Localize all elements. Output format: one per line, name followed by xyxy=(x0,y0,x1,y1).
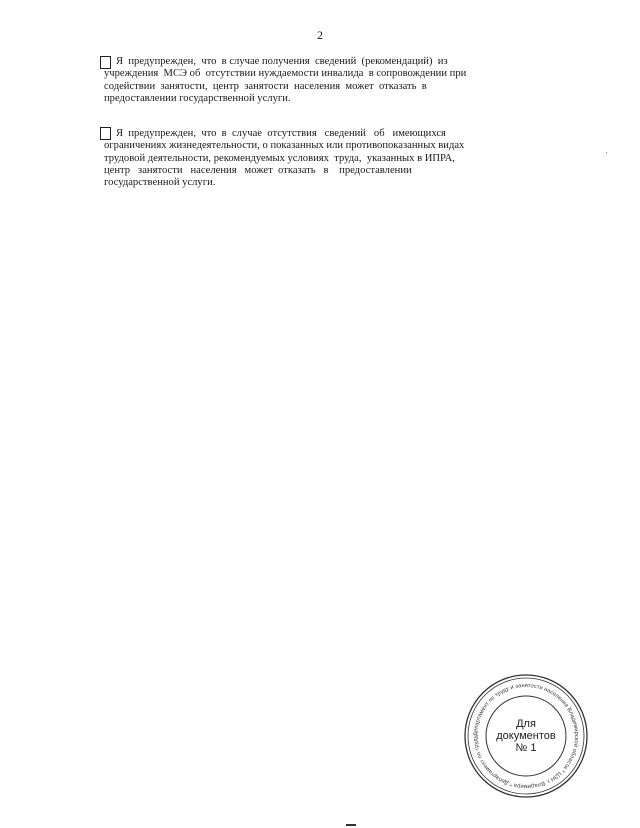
paragraph-warning-2 xyxy=(104,128,516,189)
bottom-scan-mark xyxy=(346,824,356,826)
paragraph-2-line-2: ограничениях жизнедеятельности, о показанных или противопоказанных видах xyxy=(104,140,465,152)
stamp-ring-text: Департамент по труду и занятости населения Владимирской области * ЦЗН г. Владимира * Департамент по труду xyxy=(472,682,580,790)
stamp-center-line-2: документов xyxy=(496,730,556,742)
stamp-center-line-3: № 1 xyxy=(515,742,537,754)
paragraph-2-line-4: центр занятости населения может отказать в предоставлении xyxy=(104,164,412,176)
paragraph-1-line-2: учреждения МСЭ об отсутствии нуждаемости инвалида в сопровождении при xyxy=(104,68,467,80)
stamp-center-line-1: Для xyxy=(516,718,536,730)
paragraph-2-line-3: трудовой деятельности, рекомендуемых условиях труда, указанных в ИПРА, xyxy=(104,152,455,164)
paragraph-warning-1 xyxy=(104,56,516,105)
page-number: 2 xyxy=(317,28,323,42)
stamp-center-text xyxy=(462,718,590,754)
scan-speck xyxy=(606,152,607,153)
paragraph-1-line-3: содействии занятости, центр занятости населения может отказать в xyxy=(104,80,427,92)
paragraph-2-line-1: Я предупрежден, что в случае отсутствия сведений об имеющихся xyxy=(116,128,446,139)
paragraph-1-line-1: Я предупрежден, что в случае получения сведений (рекомендаций) из xyxy=(116,56,448,67)
paragraph-2-line-5: государственной услуги. xyxy=(104,177,216,189)
paragraph-1-line-4: предоставлении государственной услуги. xyxy=(104,92,291,104)
